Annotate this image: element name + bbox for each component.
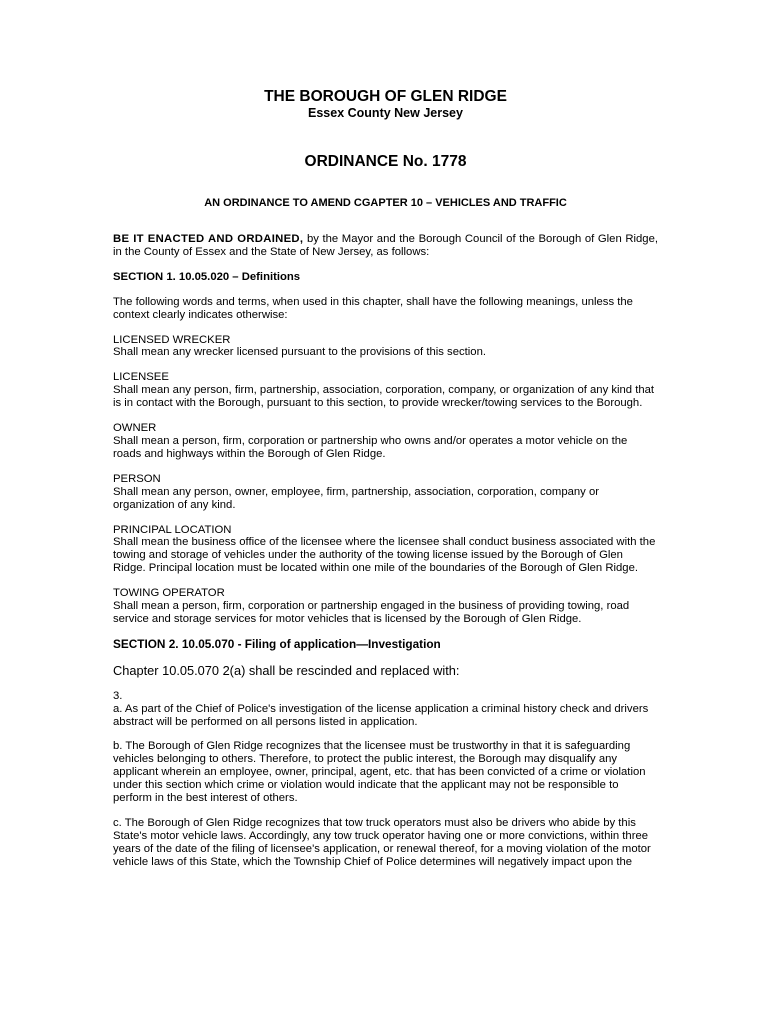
item-b: b. The Borough of Glen Ridge recognizes that the licensee must be trustworthy in that it is safeguarding vehicles belonging to others. Therefore, to protect the public interest, the Borough may disqualify any applicant wherein an employee, owner, principal, agent, etc. that has been convicted of a crime or violation under this section which crime or violation would indicate that the applicant may not be responsible to perform in the best interest of others.	[113, 740, 646, 805]
ordinance-number: ORDINANCE No. 1778	[304, 153, 467, 170]
definition-term: OWNER	[113, 422, 157, 435]
ordinance-title: AN ORDINANCE TO AMEND CGAPTER 10 – VEHICLES AND TRAFFIC	[204, 197, 567, 209]
section-2-heading: SECTION 2. 10.05.070 - Filing of application—Investigation	[113, 636, 441, 651]
definition-text: Shall mean any person, owner, employee, firm, partnership, association, corporation, company or organization of any kind.	[113, 485, 600, 511]
item-c: c. The Borough of Glen Ridge recognizes that tow truck operators must also be drivers who abide by this State's motor vehicle laws. Accordingly, any tow truck operator having one or more convictions, within three years of the date of the filing of licensee's application, or renewal thereof, for a moving violation of the motor vehicle laws of this State, which the Township Chief of Police determines will negatively impact upon the	[113, 817, 651, 868]
definition-item	[113, 587, 658, 626]
chapter-rescind-line: Chapter 10.05.070 2(a) shall be rescinded and replaced with:	[113, 662, 460, 678]
enactment-clause	[113, 233, 658, 259]
definition-item	[113, 524, 658, 576]
section-1-intro: The following words and terms, when used in this chapter, shall have the following meanings, unless the context clearly indicates otherwise:	[113, 295, 633, 321]
definition-text: Shall mean a person, firm, corporation or partnership who owns and/or operates a motor vehicle on the roads and highways within the Borough of Glen Ridge.	[113, 434, 628, 460]
definition-text: Shall mean any person, firm, partnership, association, corporation, company, or organization of any kind that is in contact with the Borough, pursuant to this section, to provide wrecker/towing services to the Borough.	[113, 384, 655, 410]
definition-item	[113, 422, 658, 461]
definition-item	[113, 371, 658, 410]
definition-term: LICENSEE	[113, 371, 169, 384]
document-subtitle: Essex County New Jersey	[308, 106, 463, 120]
section-1-heading: SECTION 1. 10.05.020 – Definitions	[113, 270, 301, 283]
document-title: THE BOROUGH OF GLEN RIDGE	[264, 88, 507, 105]
definition-text: Shall mean the business office of the licensee where the licensee shall conduct business associated with the towing and storage of vehicles under the authority of the towing license issued by the Borough of Glen Ridge. Principal location must be located within one mile of the boundaries of the Borough of Glen Ridge.	[113, 536, 656, 575]
item-number: 3.	[113, 689, 123, 702]
definition-text: Shall mean any wrecker licensed pursuant to the provisions of this section.	[113, 346, 486, 359]
enactment-bold: BE IT ENACTED AND ORDAINED,	[113, 233, 304, 245]
definition-text: Shall mean a person, firm, corporation or partnership engaged in the business of providing towing, road service and storage services for motor vehicles that is licensed by the Borough of Glen Ridge.	[113, 600, 630, 625]
definition-item	[113, 473, 658, 512]
document-page	[113, 88, 658, 869]
definition-term: LICENSED WRECKER	[113, 333, 231, 346]
item-a: a. As part of the Chief of Police's investigation of the license application a criminal history check and drivers abstract will be performed on all persons listed in application.	[113, 702, 649, 728]
definition-term: PRINCIPAL LOCATION	[113, 523, 232, 536]
definition-term: PERSON	[113, 472, 161, 485]
definition-item	[113, 334, 658, 360]
definition-term: TOWING OPERATOR	[113, 587, 225, 600]
enactment-text: by the Mayor and the Borough Council of the Borough of Glen Ridge, in the County of Essex and the State of New Jersey, as follows:	[113, 233, 658, 258]
